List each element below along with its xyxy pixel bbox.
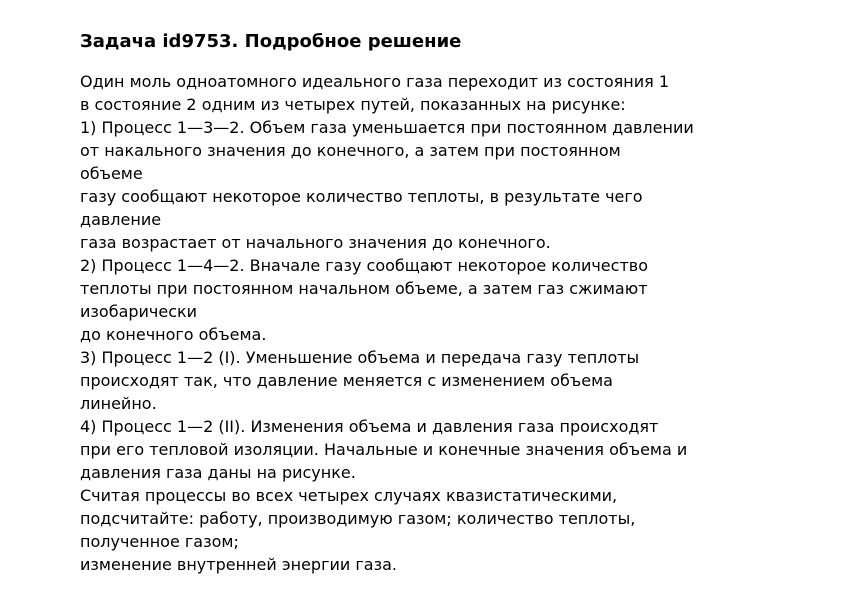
text-line: газа возрастает от начального значения до конечного. — [80, 233, 551, 252]
text-line: Считая процессы во всех четырех случаях квазистатическими, — [80, 486, 618, 505]
text-line: изобарически — [80, 302, 198, 321]
text-line: давления газа даны на рисунке. — [80, 463, 356, 482]
text-line: происходят так, что давление меняется с изменением объема — [80, 371, 613, 390]
text-line: в состояние 2 одним из четырех путей, показанных на рисунке: — [80, 95, 626, 114]
text-line: 3) Процесс 1—2 (I). Уменьшение объема и передача газу теплоты — [80, 348, 640, 367]
text-line: теплоты при постоянном начальном объеме, а затем газ сжимают — [80, 279, 648, 298]
text-line: подсчитайте: работу, производимую газом; количество теплоты, — [80, 509, 636, 528]
text-line: газу сообщают некоторое количество теплоты, в результате чего — [80, 187, 643, 206]
text-line: 4) Процесс 1—2 (II). Изменения объема и давления газа происходят — [80, 417, 659, 436]
page-title: Задача id9753. Подробное решение — [80, 31, 462, 52]
text-line: от накального значения до конечного, а затем при постоянном — [80, 141, 621, 160]
text-line: до конечного объема. — [80, 325, 267, 344]
text-line: давление — [80, 210, 162, 229]
text-line: 1) Процесс 1—3—2. Объем газа уменьшается при постоянном давлении — [80, 118, 694, 137]
text-line: 2) Процесс 1—4—2. Вначале газу сообщают некоторое количество — [80, 256, 648, 275]
text-line: объеме — [80, 164, 143, 183]
text-line: изменение внутренней энергии газа. — [80, 555, 397, 574]
text-line: Один моль одноатомного идеального газа переходит из состояния 1 — [80, 72, 670, 91]
document — [80, 30, 780, 576]
text-line: линейно. — [80, 394, 157, 413]
text-line: при его тепловой изоляции. Начальные и конечные значения объема и — [80, 440, 688, 459]
text-line: полученное газом; — [80, 532, 239, 551]
problem-text — [80, 70, 780, 576]
